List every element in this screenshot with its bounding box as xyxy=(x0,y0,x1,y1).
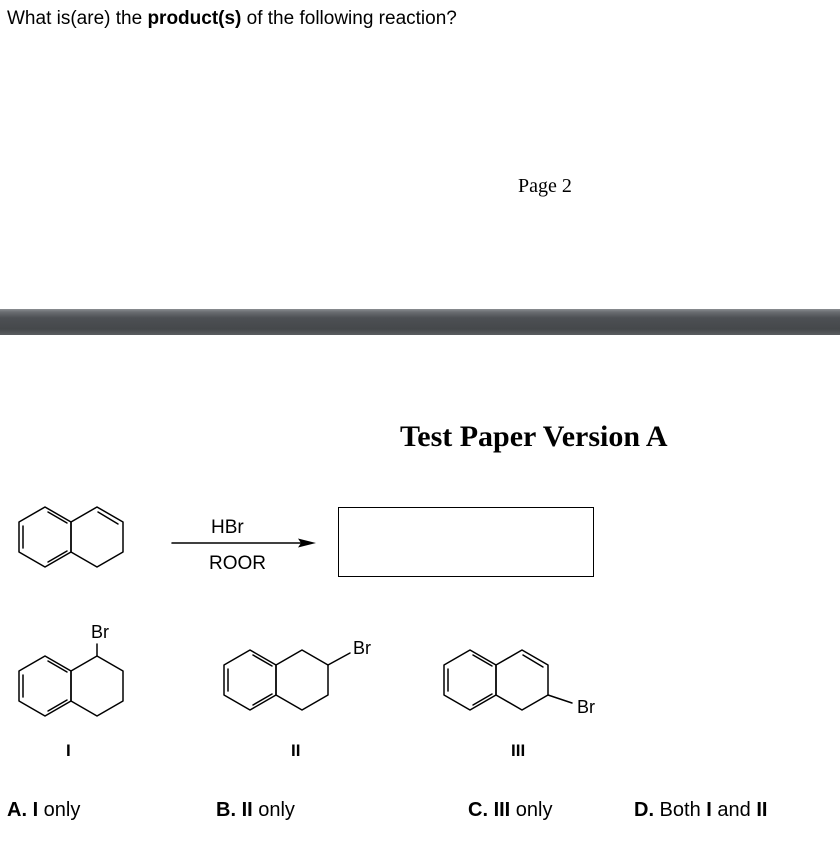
reaction-arrow xyxy=(172,539,316,548)
answer-choice-d[interactable] xyxy=(634,799,767,822)
product-structure-i xyxy=(19,644,123,716)
choice-numeral: II xyxy=(756,799,768,821)
choice-letter: C. xyxy=(468,799,488,821)
structure-label-iii: III xyxy=(511,741,526,760)
reagent-roor-label: ROOR xyxy=(209,553,266,574)
choice-numeral: III xyxy=(493,799,511,821)
bromine-label-ii: Br xyxy=(353,638,371,658)
choice-numeral: I xyxy=(32,799,39,821)
structure-label-ii: II xyxy=(291,741,301,760)
choice-letter: D. xyxy=(634,799,654,821)
choice-text: Both xyxy=(654,799,707,821)
question-emphasis: product(s) xyxy=(147,8,242,29)
product-structure-ii xyxy=(224,650,350,710)
answer-choice-c[interactable] xyxy=(468,799,552,822)
page-number-label: Page 2 xyxy=(518,175,572,197)
answer-choice-b[interactable] xyxy=(216,799,295,822)
choice-text: and xyxy=(711,799,757,821)
choice-letter: A. xyxy=(7,799,27,821)
question-tail: of the following reaction? xyxy=(241,8,457,29)
product-structure-iii xyxy=(444,650,572,710)
choice-text: only xyxy=(252,799,295,821)
choice-numeral: II xyxy=(241,799,253,821)
bromine-label-iii: Br xyxy=(577,697,595,717)
question-lead: What is(are) the xyxy=(7,8,148,29)
answer-choice-a[interactable] xyxy=(7,799,80,822)
choice-text: only xyxy=(38,799,81,821)
choice-letter: B. xyxy=(216,799,236,821)
bromine-label-i: Br xyxy=(91,622,109,642)
structure-label-i: I xyxy=(66,741,71,760)
choice-text: only xyxy=(510,799,553,821)
product-answer-box[interactable] xyxy=(338,507,594,577)
test-version-title: Test Paper Version A xyxy=(400,420,668,453)
choice-numeral: I xyxy=(706,799,712,821)
reagent-hbr-label: HBr xyxy=(211,517,244,538)
starting-material-structure xyxy=(19,507,123,567)
